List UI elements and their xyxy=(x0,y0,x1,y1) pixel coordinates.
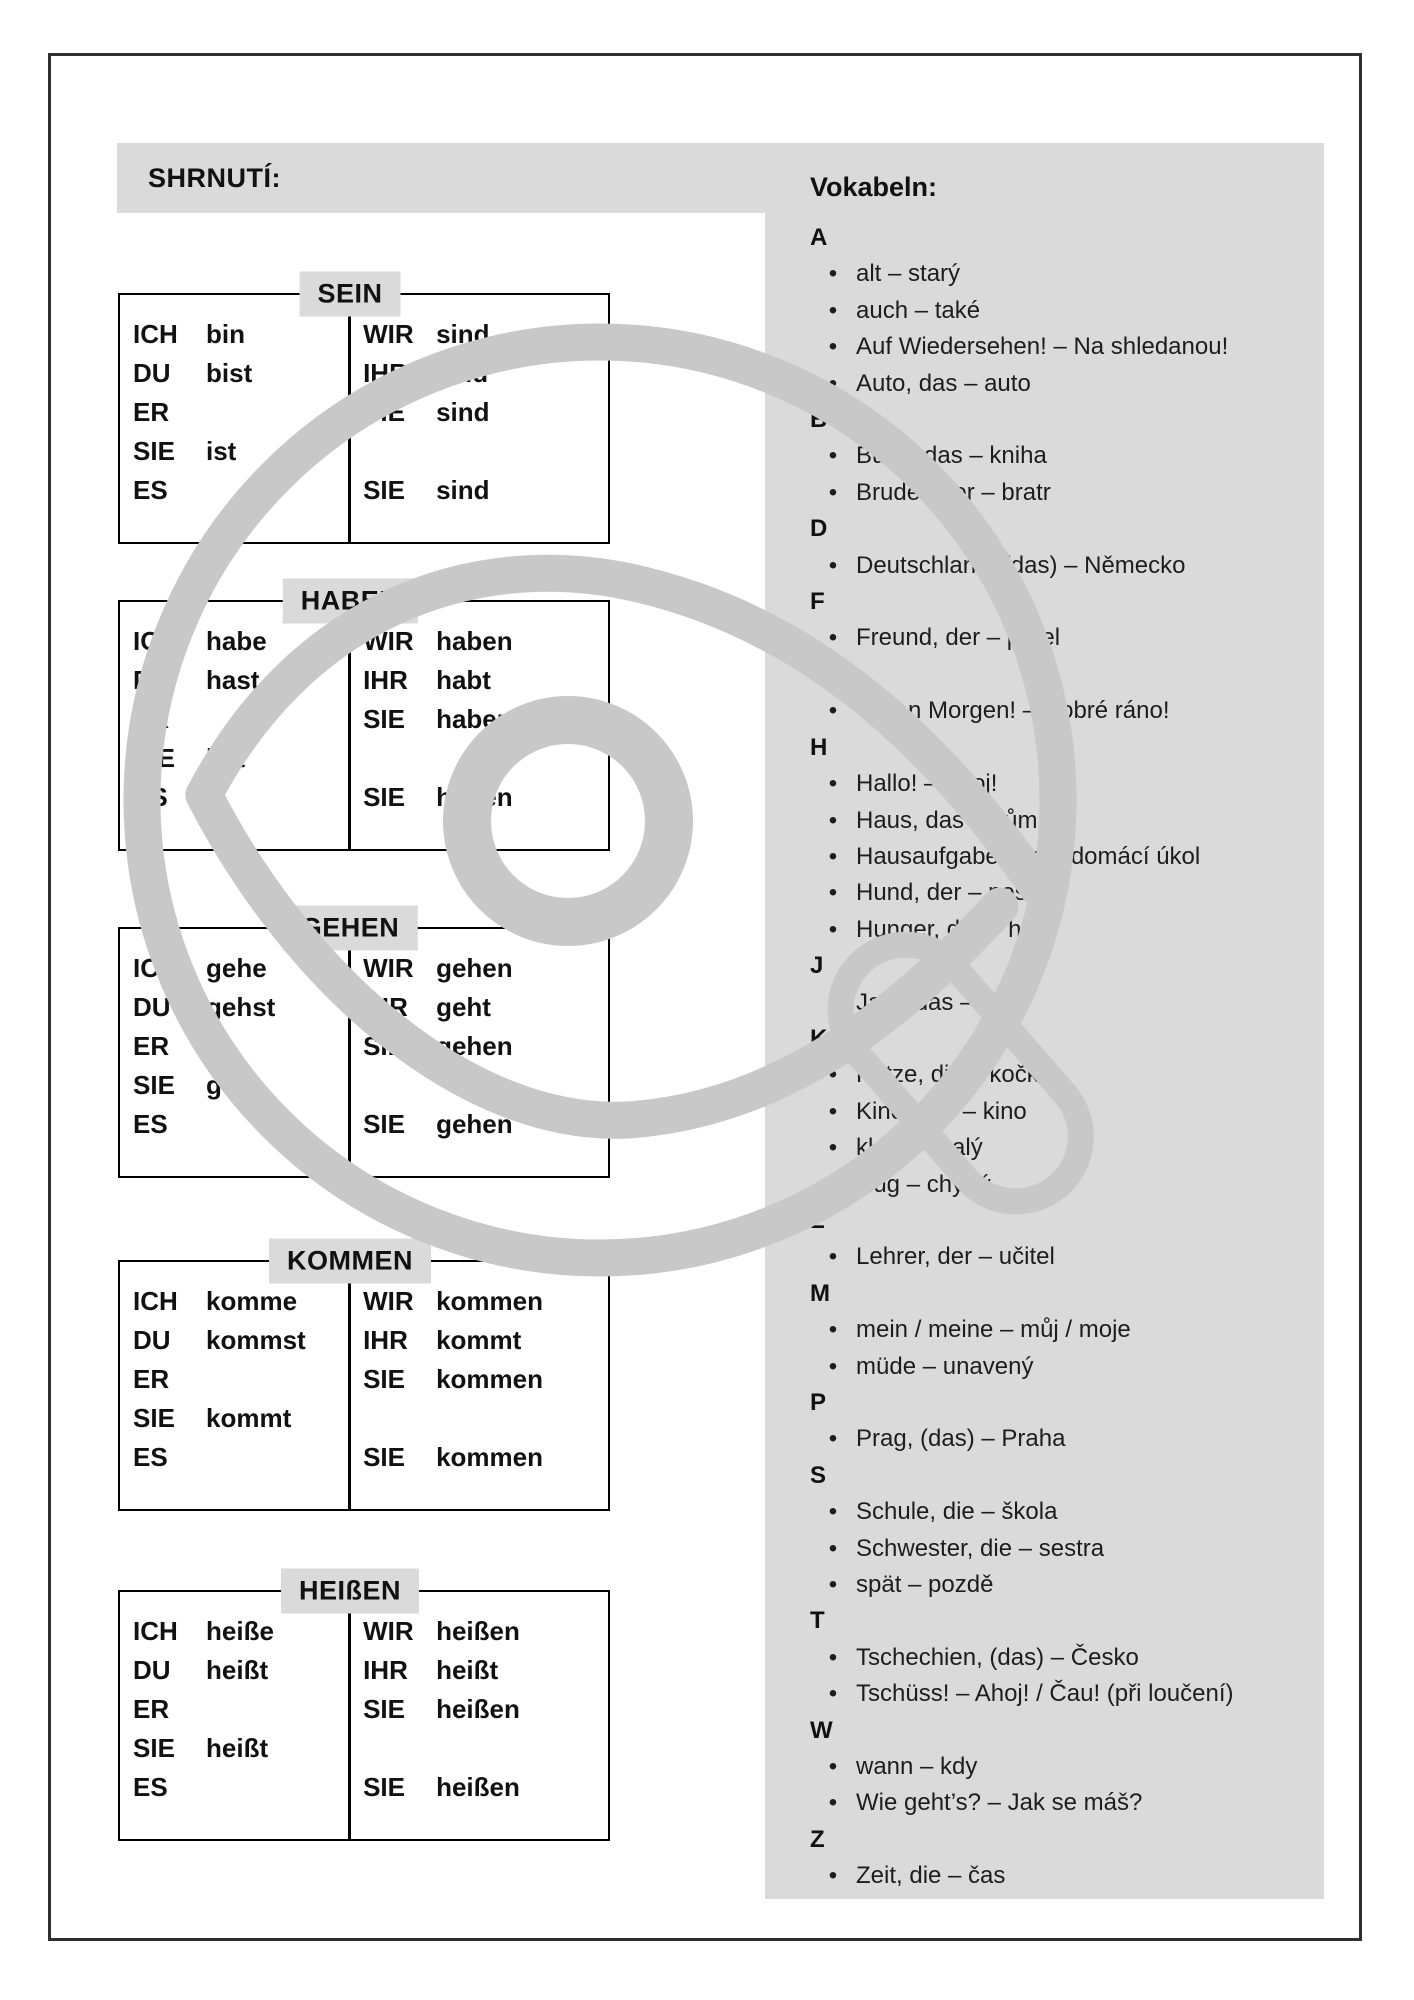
pronoun-cell: ES xyxy=(133,1442,168,1472)
pronoun-cell: IHR xyxy=(363,665,408,695)
pronoun-cell: SIE xyxy=(363,704,405,734)
pronoun-cell: WIR xyxy=(363,953,414,983)
pronoun-cell: SIE xyxy=(363,397,405,427)
table-row xyxy=(363,1105,608,1144)
table-row xyxy=(363,1066,608,1105)
verb-cell: heißt xyxy=(206,1655,269,1685)
vocab-entry-text: müde – unavený xyxy=(856,1352,1034,1380)
bullet-icon: • xyxy=(828,915,838,943)
pronoun-cell: WIR xyxy=(363,1286,414,1316)
vocab-entry-text: Deutschland, (das) – Německo xyxy=(856,551,1186,579)
table-row xyxy=(363,1651,608,1690)
pronoun-cell: ER xyxy=(133,1364,170,1394)
table-row xyxy=(133,778,347,817)
vocab-entry-text: auch – také xyxy=(856,296,981,324)
verb-table xyxy=(118,1575,610,1841)
vocab-item xyxy=(810,766,1310,802)
table-row xyxy=(133,1612,347,1651)
vocab-section-letter: F xyxy=(810,588,825,616)
vocab-section-letter: D xyxy=(810,515,828,543)
table-row xyxy=(363,432,608,471)
vocab-section-letter: W xyxy=(810,1716,833,1744)
vocabulary-panel xyxy=(765,143,1324,1899)
table-row xyxy=(133,354,347,393)
pronoun-cell: ES xyxy=(133,475,168,505)
bullet-icon: • xyxy=(828,1534,838,1562)
verb-cell: sind xyxy=(436,397,490,427)
vocab-item xyxy=(810,1421,1310,1457)
pronoun-cell: WIR xyxy=(363,319,414,349)
pronoun-cell: ER xyxy=(133,704,170,734)
vocabulary-list xyxy=(765,143,1324,1895)
bullet-icon: • xyxy=(828,1753,838,1781)
pronoun-cell: ES xyxy=(133,782,168,812)
bullet-icon: • xyxy=(828,988,838,1016)
vocab-entry-text: Prag, (das) – Praha xyxy=(856,1425,1066,1453)
vocab-item xyxy=(810,1167,1310,1203)
table-right-column xyxy=(350,602,608,849)
bullet-icon: • xyxy=(828,1243,838,1271)
verb-cell: hast xyxy=(206,665,260,695)
pronoun-cell: SIE xyxy=(133,1403,175,1433)
table-row xyxy=(133,471,347,510)
verb-cell: kommt xyxy=(436,1325,522,1355)
vocab-item xyxy=(810,1640,1310,1676)
table-left-column xyxy=(120,295,347,542)
vocab-item xyxy=(810,803,1310,839)
vocab-item xyxy=(810,839,1310,875)
vocabulary-title: Vokabeln: xyxy=(810,172,938,202)
table-left-column xyxy=(120,1262,347,1509)
vocab-entry-text: Hausaufgabe, die – domácí úkol xyxy=(856,842,1201,870)
pronoun-cell: SIE xyxy=(133,743,175,773)
verb-cell: gehen xyxy=(436,1031,513,1061)
table-row xyxy=(363,1027,608,1066)
table-row xyxy=(363,1438,608,1477)
pronoun-cell: ICH xyxy=(133,953,178,983)
vocab-item xyxy=(810,1494,1310,1530)
table-row xyxy=(363,949,608,988)
pronoun-cell: SIE xyxy=(363,1442,405,1472)
vocab-section-letter: G xyxy=(810,660,829,688)
bullet-icon: • xyxy=(828,1134,838,1162)
vocab-entry-text: Haus, das – dům xyxy=(856,806,1038,834)
vocab-entry-text: Jahr, das – rok xyxy=(856,988,1014,1016)
table-row xyxy=(363,315,608,354)
verb-cell: haben xyxy=(436,704,513,734)
vocab-section-letter: A xyxy=(810,224,828,251)
table-row xyxy=(363,739,608,778)
verb-table xyxy=(118,585,610,851)
vocab-item xyxy=(810,693,1310,729)
vocab-item xyxy=(810,293,1310,329)
table-row xyxy=(363,988,608,1027)
table-divider xyxy=(348,929,351,1176)
table-row xyxy=(363,1360,608,1399)
table-row xyxy=(133,1690,347,1729)
vocab-entry-text: Tschüss! – Ahoj! / Čau! (při loučení) xyxy=(856,1680,1234,1708)
vocab-entry-text: Schwester, die – sestra xyxy=(856,1534,1105,1562)
vocab-entry-text: Kino, das – kino xyxy=(856,1097,1027,1125)
verb-cell: geht xyxy=(436,992,491,1022)
verb-cell: gehe xyxy=(206,953,267,983)
bullet-icon: • xyxy=(828,551,838,579)
table-row xyxy=(133,700,347,739)
vocab-item xyxy=(810,366,1310,402)
table-row xyxy=(133,1105,347,1144)
verb-cell: kommst xyxy=(206,1325,306,1355)
table-row xyxy=(133,315,347,354)
verb-cell: heißt xyxy=(206,1733,269,1763)
table-row xyxy=(133,1438,347,1477)
vocab-entry-text: Freund, der – přítel xyxy=(856,624,1061,652)
bullet-icon: • xyxy=(828,1316,838,1344)
bullet-icon: • xyxy=(828,1425,838,1453)
vocab-entry-text: Tschechien, (das) – Česko xyxy=(856,1643,1139,1671)
bullet-icon: • xyxy=(828,478,838,506)
pronoun-cell: SIE xyxy=(133,436,175,466)
vocab-entry-text: Hund, der – pes xyxy=(856,879,1027,907)
vocab-section-letter: J xyxy=(810,952,824,980)
pronoun-cell: SIE xyxy=(363,1031,405,1061)
bullet-icon: • xyxy=(828,624,838,652)
vocab-entry-text: Lehrer, der – učitel xyxy=(856,1243,1055,1271)
bullet-icon: • xyxy=(828,442,838,470)
bullet-icon: • xyxy=(828,1170,838,1198)
vocab-item xyxy=(810,256,1310,292)
vocab-item xyxy=(810,1676,1310,1712)
table-divider xyxy=(348,1262,351,1509)
pronoun-cell: IHR xyxy=(363,358,408,388)
table-row xyxy=(363,622,608,661)
vocab-section-letter: K xyxy=(810,1024,828,1052)
pronoun-cell: ES xyxy=(133,1772,168,1802)
pronoun-cell: IHR xyxy=(363,992,408,1022)
verb-table xyxy=(118,912,610,1178)
bullet-icon: • xyxy=(828,770,838,798)
verb-cell: kommen xyxy=(436,1286,543,1316)
table-row xyxy=(133,1360,347,1399)
bullet-icon: • xyxy=(828,806,838,834)
table-row xyxy=(363,1729,608,1768)
bullet-icon: • xyxy=(828,369,838,397)
table-row xyxy=(363,393,608,432)
verb-cell: sind xyxy=(436,319,490,349)
verb-cell: heißen xyxy=(436,1772,520,1802)
pronoun-cell: IHR xyxy=(363,1325,408,1355)
pronoun-cell: DU xyxy=(133,992,171,1022)
table-row xyxy=(363,700,608,739)
pronoun-cell: SIE xyxy=(133,1733,175,1763)
table-row xyxy=(133,432,347,471)
verb-cell: haben xyxy=(436,782,513,812)
vocab-entry-text: Guten Morgen! – Dobré ráno! xyxy=(856,697,1170,725)
table-right-column xyxy=(350,1262,608,1509)
summary-header-label: SHRNUTÍ: xyxy=(148,162,281,193)
vocab-section-letter: L xyxy=(810,1206,825,1234)
vocab-item xyxy=(810,1094,1310,1130)
table-title: SEIN xyxy=(299,272,400,317)
vocab-entry-text: alt – starý xyxy=(856,260,961,288)
verb-cell: seid xyxy=(436,358,489,388)
table-row xyxy=(133,1399,347,1438)
pronoun-cell: WIR xyxy=(363,1616,414,1646)
vocab-item xyxy=(810,875,1310,911)
pronoun-cell: IHR xyxy=(363,1655,408,1685)
vocab-section-letter: P xyxy=(810,1389,827,1416)
vocab-item xyxy=(810,1858,1310,1894)
vocab-item xyxy=(810,985,1310,1021)
vocab-item xyxy=(810,1567,1310,1603)
table-row xyxy=(133,1768,347,1807)
table-row xyxy=(363,1321,608,1360)
table-row xyxy=(363,1690,608,1729)
bullet-icon: • xyxy=(828,296,838,324)
table-title: HABEN xyxy=(283,579,418,624)
pronoun-cell: ICH xyxy=(133,1616,178,1646)
table-row xyxy=(133,661,347,700)
verb-table xyxy=(118,1245,610,1511)
bullet-icon: • xyxy=(828,333,838,361)
vocab-entry-text: Wie geht’s? – Jak se máš? xyxy=(856,1789,1143,1817)
bullet-icon: • xyxy=(828,1789,838,1817)
verb-cell: sind xyxy=(436,475,490,505)
verb-cell: heiße xyxy=(206,1616,274,1646)
summary-header-band xyxy=(117,143,765,213)
table-row xyxy=(363,471,608,510)
bullet-icon: • xyxy=(828,1680,838,1708)
table-row xyxy=(363,661,608,700)
verb-cell: haben xyxy=(436,626,513,656)
vocab-entry-text: Buch, das – kniha xyxy=(856,442,1047,470)
verb-cell: gehen xyxy=(436,953,513,983)
bullet-icon: • xyxy=(828,1498,838,1526)
table-row xyxy=(133,1282,347,1321)
table-row xyxy=(133,1321,347,1360)
table-row xyxy=(363,1282,608,1321)
verb-cell: heißen xyxy=(436,1616,520,1646)
vocab-entry-text: spät – pozdě xyxy=(856,1571,994,1599)
bullet-icon: • xyxy=(828,1571,838,1599)
vocab-item xyxy=(810,912,1310,948)
table-row xyxy=(133,393,347,432)
pronoun-cell: DU xyxy=(133,358,171,388)
vocab-item xyxy=(810,1349,1310,1385)
table-row xyxy=(133,949,347,988)
vocab-item xyxy=(810,475,1310,511)
table-row xyxy=(133,1651,347,1690)
pronoun-cell: ES xyxy=(133,1109,168,1139)
vocab-entry-text: Katze, die – kočka xyxy=(856,1061,1053,1089)
verb-cell: ist xyxy=(206,436,237,466)
table-row xyxy=(133,1027,347,1066)
bullet-icon: • xyxy=(828,1061,838,1089)
table-divider xyxy=(348,295,351,542)
pronoun-cell: DU xyxy=(133,665,171,695)
pronoun-cell: WIR xyxy=(363,626,414,656)
vocabulary-entries xyxy=(810,220,1310,1895)
verb-cell: habt xyxy=(436,665,491,695)
vocab-entry-text: Zeit, die – čas xyxy=(856,1862,1006,1890)
bullet-icon: • xyxy=(828,1352,838,1380)
vocab-entry-text: klein – malý xyxy=(856,1134,983,1162)
vocab-item xyxy=(810,1531,1310,1567)
table-title: GEHEN xyxy=(283,906,418,951)
verb-cell: gehst xyxy=(206,992,276,1022)
table-title: HEIßEN xyxy=(281,1569,419,1614)
vocab-section-letter: Z xyxy=(810,1825,825,1853)
table-row xyxy=(363,1768,608,1807)
pronoun-cell: ICH xyxy=(133,626,178,656)
pronoun-cell: SIE xyxy=(363,1694,405,1724)
vocab-item xyxy=(810,438,1310,474)
vocab-section-letter: H xyxy=(810,733,828,761)
pronoun-cell: SIE xyxy=(363,782,405,812)
pronoun-cell: SIE xyxy=(133,1070,175,1100)
vocab-entry-text: Auf Wiedersehen! – Na shledanou! xyxy=(856,333,1229,361)
table-left-column xyxy=(120,602,347,849)
table-right-column xyxy=(350,929,608,1176)
table-divider xyxy=(348,1592,351,1839)
pronoun-cell: SIE xyxy=(363,475,405,505)
vocab-entry-text: klug – chytrý xyxy=(856,1170,991,1198)
verb-cell: heißen xyxy=(436,1694,520,1724)
pronoun-cell: ICH xyxy=(133,1286,178,1316)
verb-cell: gehen xyxy=(436,1109,513,1139)
vocab-section-letter: B xyxy=(810,406,828,434)
verb-cell: geht xyxy=(206,1070,261,1100)
table-row xyxy=(363,354,608,393)
table-row xyxy=(363,1612,608,1651)
vocab-entry-text: mein / meine – můj / moje xyxy=(856,1316,1131,1344)
pronoun-cell: SIE xyxy=(363,1109,405,1139)
vocab-item xyxy=(810,1239,1310,1275)
verb-cell: komme xyxy=(206,1286,298,1316)
vocab-item xyxy=(810,1057,1310,1093)
vocab-item xyxy=(810,1785,1310,1821)
table-left-column xyxy=(120,1592,347,1839)
vocab-entry-text: Bruder, der – bratr xyxy=(856,478,1051,506)
vocab-item xyxy=(810,1749,1310,1785)
verb-cell: bin xyxy=(206,319,245,349)
pronoun-cell: SIE xyxy=(363,1772,405,1802)
vocab-entry-text: Schule, die – škola xyxy=(856,1498,1058,1526)
bullet-icon: • xyxy=(828,879,838,907)
vocab-section-letter: T xyxy=(810,1607,825,1635)
table-divider xyxy=(348,602,351,849)
verb-cell: hat xyxy=(206,743,245,773)
verb-cell: bist xyxy=(206,358,253,388)
table-row xyxy=(363,1399,608,1438)
verb-cell: kommen xyxy=(436,1364,543,1394)
vocab-entry-text: wann – kdy xyxy=(856,1753,978,1781)
table-title: KOMMEN xyxy=(269,1239,431,1284)
verb-cell: kommen xyxy=(436,1442,543,1472)
vocab-item xyxy=(810,329,1310,365)
verb-cell: heißt xyxy=(436,1655,499,1685)
vocab-item xyxy=(810,1130,1310,1166)
table-row xyxy=(133,739,347,778)
bullet-icon: • xyxy=(828,1643,838,1671)
table-right-column xyxy=(350,1592,608,1839)
table-row xyxy=(133,988,347,1027)
table-row xyxy=(133,1729,347,1768)
vocab-item xyxy=(810,620,1310,656)
table-right-column xyxy=(350,295,608,542)
vocab-section-letter: M xyxy=(810,1279,830,1307)
bullet-icon: • xyxy=(828,260,838,288)
bullet-icon: • xyxy=(828,1097,838,1125)
bullet-icon: • xyxy=(828,697,838,725)
bullet-icon: • xyxy=(828,1862,838,1890)
vocab-item xyxy=(810,548,1310,584)
table-row xyxy=(133,1066,347,1105)
pronoun-cell: ER xyxy=(133,1031,170,1061)
table-row xyxy=(363,778,608,817)
vocab-entry-text: Hallo! – Ahoj! xyxy=(856,770,998,798)
vocab-entry-text: Auto, das – auto xyxy=(856,369,1031,397)
bullet-icon: • xyxy=(828,842,838,870)
verb-cell: kommt xyxy=(206,1403,292,1433)
pronoun-cell: ICH xyxy=(133,319,178,349)
pronoun-cell: ER xyxy=(133,1694,170,1724)
pronoun-cell: DU xyxy=(133,1325,171,1355)
pronoun-cell: ER xyxy=(133,397,170,427)
verb-cell: habe xyxy=(206,626,267,656)
vocab-entry-text: Hunger, der – hlad xyxy=(856,915,1054,943)
vocab-item xyxy=(810,1312,1310,1348)
table-left-column xyxy=(120,929,347,1176)
pronoun-cell: SIE xyxy=(363,1364,405,1394)
pronoun-cell: DU xyxy=(133,1655,171,1685)
vocab-section-letter: S xyxy=(810,1461,827,1489)
table-row xyxy=(133,622,347,661)
verb-table xyxy=(118,278,610,544)
